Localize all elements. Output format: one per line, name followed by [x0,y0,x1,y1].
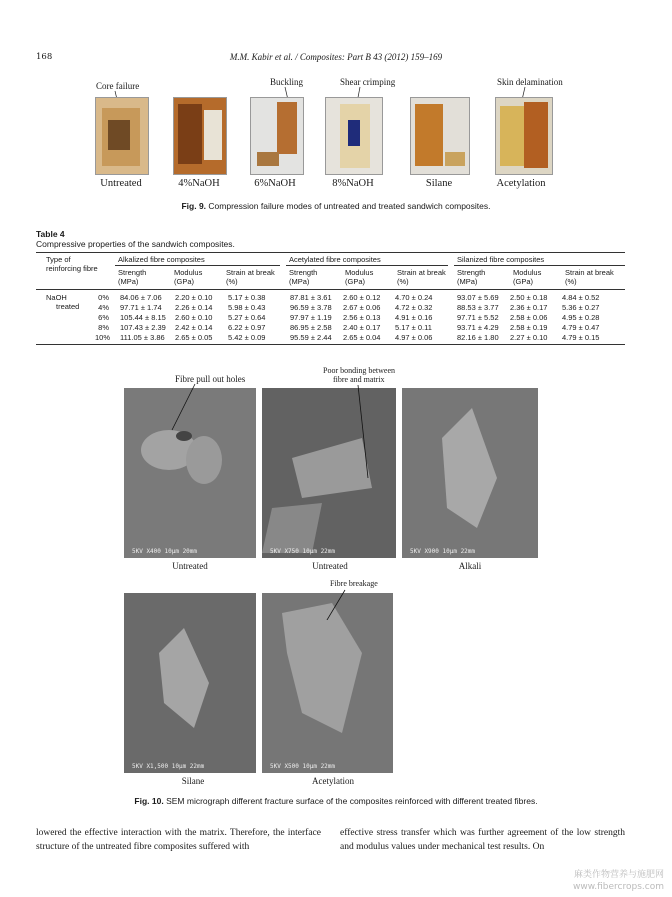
table-cell: 2.67 ± 0.06 [343,303,381,312]
table-cell: 4.79 ± 0.15 [562,333,600,342]
table-subhead: (%) [397,277,409,286]
sem-untreated-2: 5KV X750 10μm 22mm [262,388,396,558]
table-subhead: Modulus [513,268,542,277]
label-sem-untreated-1: Untreated [172,561,208,571]
table-cell: 97.71 ± 1.74 [120,303,162,312]
table-cell: 84.06 ± 7.06 [120,293,162,302]
table-cell: 2.58 ± 0.19 [510,323,548,332]
table-cell: 93.07 ± 5.69 [457,293,499,302]
table-cell: 2.58 ± 0.06 [510,313,548,322]
annotation-fibre-breakage: Fibre breakage [330,579,378,588]
table-row-pct: 6% [98,313,109,322]
label-silane: Silane [425,178,453,189]
table-subhead: (MPa) [118,277,139,286]
table-cell: 4.70 ± 0.24 [395,293,433,302]
photo-acetylation [495,97,553,175]
table-cell: 111.05 ± 3.86 [120,333,165,342]
table-cell: 2.20 ± 0.10 [175,293,213,302]
table-subhead: Strength [289,268,318,277]
table-cell: 87.81 ± 3.61 [290,293,332,302]
sem-annotation-leaders [0,360,672,620]
label-sem-untreated-2: Untreated [312,561,348,571]
table-cell: 2.42 ± 0.14 [175,323,213,332]
sem-silane: 5KV X1,500 10μm 22mm [124,593,256,773]
running-header: M.M. Kabir et al. / Composites: Part B 43 (2012) 159–169 [229,52,443,62]
table-cell: 2.65 ± 0.05 [175,333,213,342]
table-cell: 82.16 ± 1.80 [457,333,499,342]
body-text-right: effective stress transfer which was further agreement of the low strength and modulus values under mechanical test results. On [340,828,625,852]
annotation-core-failure: Core failure [96,81,140,91]
table-cell: 107.43 ± 2.39 [120,323,166,332]
table-subhead: Modulus [345,268,374,277]
table-cell: 4.91 ± 0.16 [395,313,433,322]
table-cell: 96.59 ± 3.78 [290,303,332,312]
annotation-poor-bonding-2: fibre and matrix [333,375,385,384]
table-cell: 97.71 ± 5.52 [457,313,499,322]
table-cell: 2.60 ± 0.10 [175,313,213,322]
table-row-pct: 0% [98,293,109,302]
table-cell: 2.40 ± 0.17 [343,323,381,332]
table-subhead: (MPa) [457,277,478,286]
label-6-naoh: 6%NaOH [254,178,296,189]
table-cell: 97.97 ± 1.19 [290,313,332,322]
annotation-shear-crimping: Shear crimping [340,77,396,87]
label-acetylation: Acetylation [496,178,546,189]
annotation-poor-bonding-1: Poor bonding between [323,366,395,375]
label-4-naoh: 4%NaOH [178,178,220,189]
watermark: 麻类作物营养与施肥网 www.fibercrops.com [573,870,664,892]
sem-untreated-1: 5KV X400 10μm 20mm [124,388,256,558]
label-untreated: Untreated [100,178,142,189]
label-sem-acetylation: Acetylation [312,776,354,786]
table-cell: 6.22 ± 0.97 [228,323,266,332]
table-subhead: Strength [457,268,486,277]
body-text-left: lowered the effective interaction with the matrix. Therefore, the interface structure of the untreated fibre composites suffered with [36,828,321,852]
photo-untreated [95,97,149,175]
table-cell: 95.59 ± 2.44 [290,333,332,342]
table-row-pct: 8% [98,323,109,332]
table-row-pct: 10% [95,333,111,342]
table-subhead: Strength [118,268,147,277]
table-cell: 4.72 ± 0.32 [395,303,433,312]
table-cell: 2.65 ± 0.04 [343,333,381,342]
table-cell: 2.27 ± 0.10 [510,333,548,342]
table-cell: 93.71 ± 4.29 [457,323,499,332]
photo-silane [410,97,470,175]
annotation-pull-out-holes: Fibre pull out holes [175,374,246,384]
label-8-naoh: 8%NaOH [332,178,374,189]
table-cell: 2.36 ± 0.17 [510,303,548,312]
label-sem-silane: Silane [181,776,205,786]
table-cell: 86.95 ± 2.58 [290,323,332,332]
table-subtitle: Compressive properties of the sandwich composites. [36,239,235,249]
table-subhead: Strain at break [226,268,275,277]
table-cell: 5.36 ± 0.27 [562,303,600,312]
table-subhead: (%) [226,277,238,286]
group-silanized: Silanized fibre composites [457,255,545,264]
sem-acetylation: 5KV X500 10μm 22mm [262,593,393,773]
table-cell: 4.79 ± 0.47 [562,323,600,332]
table-subhead: (GPa) [345,277,366,286]
table-cell: 5.42 ± 0.09 [228,333,266,342]
annotation-buckling: Buckling [270,77,303,87]
table-cell: 105.44 ± 8.15 [120,313,166,322]
page-number: 168 [36,52,53,62]
table-cell: 2.56 ± 0.13 [343,313,381,322]
table-cell: 5.98 ± 0.43 [228,303,266,312]
table-subhead: (%) [565,277,577,286]
photo-8-naoh [325,97,383,175]
group-alkalized: Alkalized fibre composites [118,255,205,264]
table-subhead: (MPa) [289,277,310,286]
figure-9-caption: Fig. 9. Compression failure modes of untreated and treated sandwich composites. [181,201,491,211]
photo-6-naoh [250,97,304,175]
table-cell: 5.27 ± 0.64 [228,313,266,322]
table-cell: 4.84 ± 0.52 [562,293,600,302]
table-cell: 4.97 ± 0.06 [395,333,433,342]
table-subhead: (GPa) [513,277,534,286]
table-cell: 2.26 ± 0.14 [175,303,213,312]
sem-alkali: 5KV X900 10μm 22mm [402,388,538,558]
table-subhead: Modulus [174,268,203,277]
photo-4-naoh [173,97,227,175]
group-acetylated: Acetylated fibre composites [289,255,381,264]
table-title: Table 4 [36,229,65,239]
table-cell: 2.50 ± 0.18 [510,293,548,302]
table-cell: 5.17 ± 0.11 [395,323,432,332]
annotation-skin-delamination: Skin delamination [497,77,563,87]
table-subhead: Strain at break [565,268,614,277]
label-sem-alkali: Alkali [458,561,482,571]
figure-10-caption: Fig. 10. SEM micrograph different fracture surface of the composites reinforced with different treated fibres. [134,796,538,806]
table-cell: 5.17 ± 0.38 [228,293,266,302]
table-subhead: (GPa) [174,277,195,286]
table-subhead: Strain at break [397,268,446,277]
table-row-pct: 4% [98,303,109,312]
table-cell: 4.95 ± 0.28 [562,313,600,322]
table-cell: 88.53 ± 3.77 [457,303,499,312]
table-cell: 2.60 ± 0.12 [343,293,381,302]
